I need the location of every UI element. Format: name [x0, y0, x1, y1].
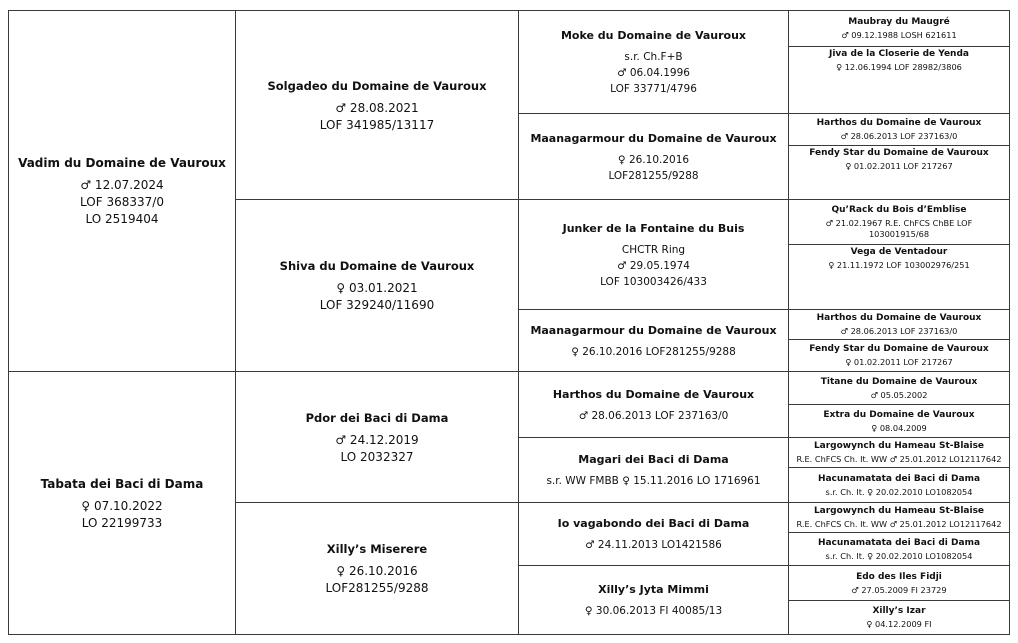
gen4-cell — [788, 309, 1010, 340]
gen4-cell — [788, 437, 1010, 468]
dog-detail: ♀ 01.02.2011 LOF 217267 — [845, 357, 953, 367]
dog-detail: R.E. ChFCS Ch. It. WW ♂ 25.01.2012 LO12117642 — [796, 454, 1002, 464]
dog-detail: ♂ 28.08.2021 — [335, 100, 419, 115]
dog-detail: LO 2032327 — [340, 449, 414, 464]
gen3-cell — [518, 113, 789, 200]
dog-name: Maanagarmour du Domaine de Vauroux — [530, 131, 777, 145]
gen4-cell — [788, 600, 1010, 635]
gen4-cell — [788, 10, 1010, 47]
dog-detail: ♀ 07.10.2022 — [81, 498, 163, 513]
dog-detail: ♂ 06.04.1996 — [617, 67, 690, 79]
gen1-cell — [8, 371, 236, 635]
dog-name: Hacunamatata dei Baci di Dama — [817, 537, 981, 548]
dog-detail: LOF281255/9288 — [325, 581, 429, 595]
gen3-cell — [518, 565, 789, 635]
dog-detail: LO 22199733 — [81, 515, 163, 530]
dog-name: Jiva de la Closerie de Yenda — [829, 49, 969, 59]
dog-detail: ♂ 24.12.2019 — [335, 432, 419, 447]
dog-name: Maubray du Maugré — [848, 17, 950, 27]
dog-detail: CHCTR Ring — [621, 243, 686, 256]
dog-detail: ♀ 03.01.2021 — [336, 281, 418, 295]
gen4-cell — [788, 467, 1010, 503]
gen1-cell — [8, 10, 236, 372]
dog-detail: s.r. WW FMBB ♀ 15.11.2016 LO 1716961 — [546, 475, 761, 487]
dog-detail: ♀ 30.06.2013 FI 40085/13 — [584, 605, 723, 617]
dog-detail: ♀ 08.04.2009 — [871, 422, 927, 433]
dog-detail: ♂ 27.05.2009 FI 23729 — [851, 584, 947, 595]
dog-name: Moke du Domaine de Vauroux — [560, 29, 747, 42]
gen2-cell — [235, 371, 519, 503]
dog-detail: ♀ 04.12.2009 FI — [866, 619, 932, 629]
dog-detail: ♂ 28.06.2013 LOF 237163/0 — [840, 131, 958, 141]
gen4-cell — [788, 502, 1010, 533]
dog-name: Largowynch du Hameau St-Blaise — [813, 441, 985, 451]
gen4-cell — [788, 244, 1010, 310]
dog-detail: LO 2519404 — [85, 212, 159, 226]
dog-detail: ♂ 05.05.2002 — [870, 389, 928, 400]
dog-detail: LOF 103003426/433 — [600, 275, 707, 288]
dog-detail: ♀ 21.11.1972 LOF 103002976/251 — [828, 260, 970, 270]
gen3-cell — [518, 199, 789, 310]
dog-detail: ♂ 28.06.2013 LOF 237163/0 — [840, 326, 958, 336]
dog-detail: ♀ 26.10.2016 LOF281255/9288 — [571, 345, 736, 358]
dog-name: Hacunamatata dei Baci di Dama — [817, 473, 981, 484]
dog-name: Pdor dei Baci di Dama — [305, 410, 449, 425]
dog-detail: ♂ 12.07.2024 — [80, 178, 164, 192]
dog-name: Vega de Ventadour — [850, 247, 948, 257]
dog-name: Fendy Star du Domaine de Vauroux — [809, 344, 989, 354]
dog-detail: ♀ 26.10.2016 — [617, 153, 690, 166]
dog-name: Junker de la Fontaine du Buis — [562, 221, 745, 235]
dog-name: Io vagabondo dei Baci di Dama — [557, 517, 750, 530]
dog-name: Xilly’s Jyta Mimmi — [598, 583, 709, 596]
gen3-cell — [518, 371, 789, 438]
dog-name: Maanagarmour du Domaine de Vauroux — [530, 323, 777, 337]
gen4-cell — [788, 113, 1010, 146]
gen4-cell — [788, 199, 1010, 245]
gen2-cell — [235, 502, 519, 635]
dog-detail: LOF 33771/4796 — [610, 83, 697, 95]
dog-name: Qu’Rack du Bois d’Emblise — [831, 205, 967, 215]
gen2-cell — [235, 199, 519, 372]
dog-detail: ♂ 28.06.2013 LOF 237163/0 — [578, 409, 729, 422]
gen3-cell — [518, 10, 789, 114]
gen4-cell — [788, 46, 1010, 114]
dog-detail: s.r. Ch. It. ♀ 20.02.2010 LO1082054 — [825, 486, 973, 497]
dog-name: Titane du Domaine de Vauroux — [820, 376, 978, 387]
dog-detail: R.E. ChFCS Ch. It. WW ♂ 25.01.2012 LO12117642 — [796, 519, 1002, 529]
dog-detail: ♂ 21.02.1967 R.E. ChFCS ChBE LOF — [825, 218, 973, 228]
dog-name: Tabata dei Baci di Dama — [40, 476, 204, 491]
dog-detail: LOF 341985/13117 — [319, 117, 435, 132]
dog-detail: ♂ 09.12.1988 LOSH 621611 — [841, 30, 957, 40]
gen3-cell — [518, 502, 789, 566]
dog-name: Harthos du Domaine de Vauroux — [552, 387, 755, 401]
dog-name: Vadim du Domaine de Vauroux — [18, 156, 226, 170]
dog-detail: ♀ 26.10.2016 — [336, 564, 418, 578]
dog-detail: s.r. Ch.F+B — [624, 51, 683, 63]
dog-detail: s.r. Ch. It. ♀ 20.02.2010 LO1082054 — [825, 550, 973, 561]
dog-name: Harthos du Domaine de Vauroux — [816, 313, 982, 323]
dog-name: Xilly’s Miserere — [326, 542, 428, 556]
dog-detail: ♀ 01.02.2011 LOF 217267 — [845, 161, 953, 171]
dog-detail: LOF 368337/0 — [80, 195, 164, 209]
dog-detail: ♂ 24.11.2013 LO1421586 — [585, 539, 722, 551]
dog-name: Solgadeo du Domaine de Vauroux — [267, 78, 487, 93]
dog-detail: 103001915/68 — [868, 229, 930, 239]
gen4-cell — [788, 339, 1010, 372]
gen4-cell — [788, 565, 1010, 601]
dog-name: Shiva du Domaine de Vauroux — [279, 259, 475, 273]
dog-name: Fendy Star du Domaine de Vauroux — [809, 148, 989, 158]
dog-name: Largowynch du Hameau St-Blaise — [813, 506, 985, 516]
gen4-cell — [788, 404, 1010, 438]
gen2-cell — [235, 10, 519, 200]
gen4-cell — [788, 371, 1010, 405]
dog-detail: LOF281255/9288 — [608, 169, 699, 182]
gen3-cell — [518, 309, 789, 372]
gen4-cell — [788, 145, 1010, 200]
dog-name: Harthos du Domaine de Vauroux — [816, 118, 982, 128]
dog-detail: ♂ 29.05.1974 — [617, 259, 690, 272]
dog-detail: LOF 329240/11690 — [319, 298, 435, 312]
dog-name: Xilly’s Izar — [872, 606, 926, 616]
dog-name: Magari dei Baci di Dama — [578, 453, 729, 466]
dog-name: Extra du Domaine de Vauroux — [823, 409, 975, 420]
gen3-cell — [518, 437, 789, 503]
gen4-cell — [788, 532, 1010, 566]
dog-name: Edo des Iles Fidji — [856, 571, 942, 582]
dog-detail: ♀ 12.06.1994 LOF 28982/3806 — [836, 62, 962, 72]
